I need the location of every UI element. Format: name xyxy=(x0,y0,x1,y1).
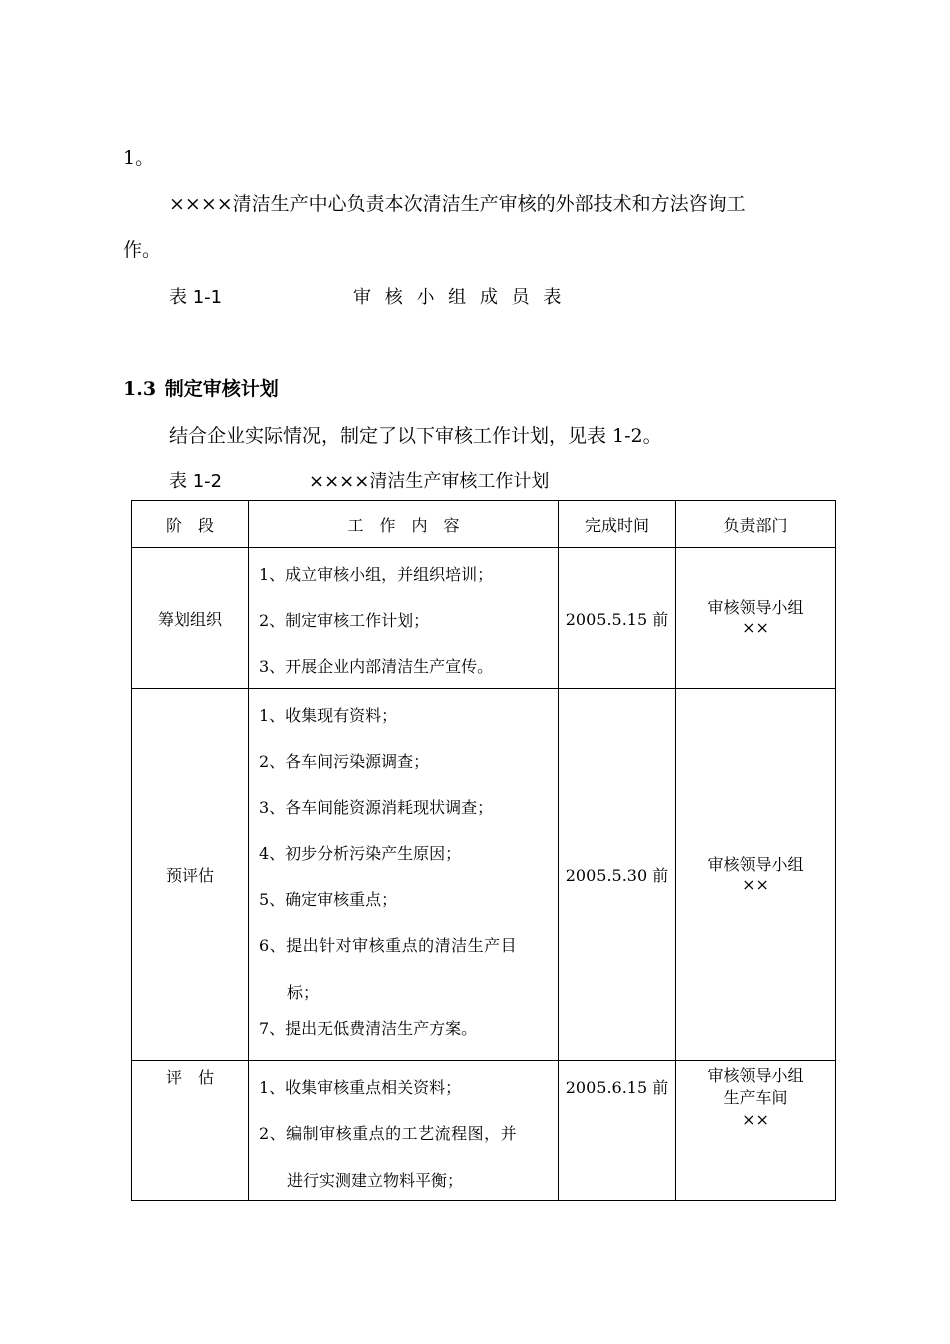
work-item-continued: 进行实测建立物料平衡； xyxy=(287,1171,464,1190)
work-item: 3、各车间能资源消耗现状调查； xyxy=(259,798,494,817)
department-line: 审核领导小组 xyxy=(707,598,804,617)
department-line: 生产车间 xyxy=(723,1088,788,1107)
stage-cell: 评 估 xyxy=(132,1061,249,1201)
work-item: 7、提出无低费清洁生产方案。 xyxy=(259,1019,478,1038)
section-heading xyxy=(123,374,279,401)
stage-cell: 预评估 xyxy=(132,689,249,1061)
header-deadline: 完成时间 xyxy=(559,501,676,548)
table1-caption-label: 表 1-1 xyxy=(169,287,223,308)
department-line: ×× xyxy=(742,874,769,894)
table2-caption-title: ××××清洁生产审核工作计划 xyxy=(309,471,550,492)
paragraph-line-2: ××××清洁生产中心负责本次清洁生产审核的外部技术和方法咨询工 xyxy=(169,193,746,215)
deadline-cell: 2005.5.15 前 xyxy=(559,548,676,689)
paragraph-line-3: 作。 xyxy=(123,239,162,261)
table-header-row xyxy=(132,501,836,548)
work-item: 1、收集审核重点相关资料； xyxy=(259,1078,462,1097)
table1-caption-title: 审 核 小 组 成 员 表 xyxy=(353,287,566,308)
department-line: ×× xyxy=(742,618,769,637)
header-department: 负责部门 xyxy=(676,501,836,548)
section-title: 制定审核计划 xyxy=(164,378,279,400)
work-item: 5、确定审核重点； xyxy=(259,890,398,909)
intro-text: 结合企业实际情况，制定了以下审核工作计划，见表 1-2。 xyxy=(169,425,662,447)
work-content-cell xyxy=(249,689,559,1061)
department-line: 审核领导小组 xyxy=(707,854,804,874)
table2-caption-label: 表 1-2 xyxy=(169,471,223,492)
work-item: 2、各车间污染源调查； xyxy=(259,752,430,771)
work-item: 6、提出针对审核重点的清洁生产目 xyxy=(259,936,518,955)
work-item-continued: 标； xyxy=(287,983,320,1002)
section-number: 1.3 xyxy=(123,378,157,400)
department-line: 审核领导小组 xyxy=(707,1066,804,1085)
table-row xyxy=(132,1061,836,1201)
department-cell xyxy=(676,1061,836,1201)
work-content-cell xyxy=(249,548,559,689)
work-content-cell xyxy=(249,1061,559,1201)
stage-cell: 筹划组织 xyxy=(132,548,249,689)
work-item: 2、制定审核工作计划； xyxy=(259,611,430,630)
deadline-cell: 2005.6.15 前 xyxy=(559,1061,676,1201)
header-work-content: 工 作 内 容 xyxy=(249,501,559,548)
header-stage: 阶 段 xyxy=(132,501,249,548)
department-cell xyxy=(676,689,836,1061)
work-item: 1、成立审核小组，并组织培训； xyxy=(259,565,494,584)
work-item: 2、编制审核重点的工艺流程图，并 xyxy=(259,1124,518,1143)
work-item: 3、开展企业内部清洁生产宣传。 xyxy=(259,657,494,676)
deadline-cell: 2005.5.30 前 xyxy=(559,689,676,1061)
department-line: ×× xyxy=(742,1110,769,1129)
paragraph-line-1: 1。 xyxy=(123,147,155,169)
table-row xyxy=(132,548,836,689)
audit-plan-table xyxy=(131,500,836,1201)
work-item: 4、初步分析污染产生原因； xyxy=(259,844,462,863)
table-row xyxy=(132,689,836,1061)
work-item: 1、收集现有资料； xyxy=(259,706,398,725)
department-cell xyxy=(676,548,836,689)
